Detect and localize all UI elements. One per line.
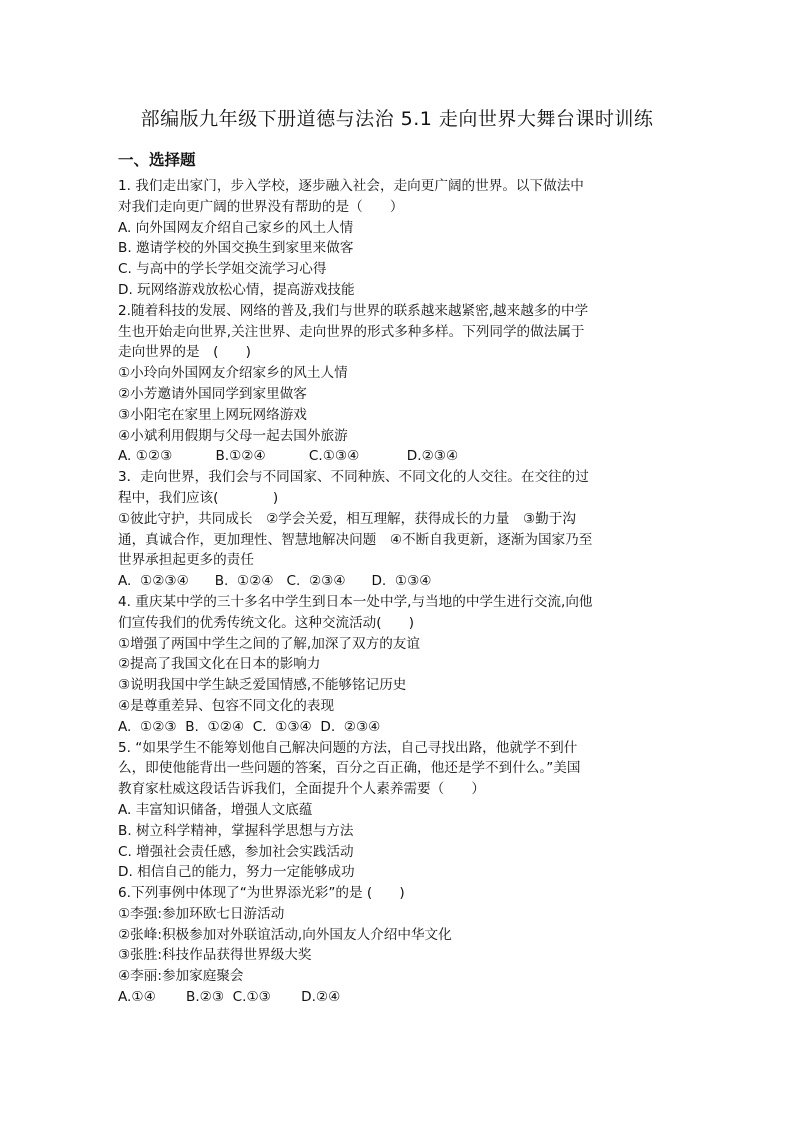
question-stem-line: 6.下列事例中体现了“为世界添光彩”的是 ( ) <box>118 885 405 902</box>
question-stem-line: 5. “如果学生不能筹划他自己解决问题的方法，自己寻找出路，他就学不到什 <box>118 739 578 756</box>
answer-options-row: A.①④ B.②③ C.①③ D.②④ <box>118 989 341 1006</box>
statement-item: ④小斌利用假期与父母一起去国外旅游 <box>118 427 348 444</box>
question-4 <box>118 592 680 738</box>
question-list <box>118 176 680 1008</box>
question-stem-line: 程中，我们应该( ) <box>118 489 279 506</box>
statement-item: ③小阳宅在家里上网玩网络游戏 <box>118 406 307 423</box>
question-stem-line: 走向世界的是 ( ) <box>118 344 251 361</box>
question-stem-line: 4. 重庆某中学的三十多名中学生到日本一处中学,与当地的中学生进行交流,向他 <box>118 593 593 610</box>
answer-option: B. 邀请学校的外国交换生到家里来做客 <box>118 240 354 257</box>
question-stem-line: 生也开始走向世界,关注世界、走向世界的形式多种多样。下列同学的做法属于 <box>118 323 585 340</box>
statement-item: ③说明我国中学生缺乏爱国情感,不能够铭记历史 <box>118 677 407 694</box>
answer-option: B. 树立科学精神，掌握科学思想与方法 <box>118 822 354 839</box>
statement-item: ②小芳邀请外国同学到家里做客 <box>118 385 307 402</box>
statement-item: ④李丽:参加家庭聚会 <box>118 968 244 985</box>
answer-option: D. 相信自己的能力，努力一定能够成功 <box>118 864 355 881</box>
question-stem-line: 教育家杜威这段话告诉我们，全面提升个人素养需要（ ） <box>118 781 486 798</box>
statement-item: ①李强:参加环欧七日游活动 <box>118 905 285 922</box>
statement-item: 通，真诚合作，更加理性、智慧地解决问题 ④不断自我更新，逐渐为国家乃至 <box>118 531 593 548</box>
statement-item: 世界承担起更多的责任 <box>118 552 254 569</box>
statement-item: ②张峰:积极参加对外联谊活动,向外国友人介绍中华文化 <box>118 926 452 943</box>
question-3 <box>118 467 680 592</box>
document-title: 部编版九年级下册道德与法治 5.1 走向世界大舞台课时训练 <box>140 108 654 130</box>
question-stem-line: 们宣传我们的优秀传统文化。这种交流活动( ) <box>118 614 415 631</box>
answer-option: A. 丰富知识储备，增强人文底蕴 <box>118 801 313 818</box>
question-6 <box>118 883 680 1008</box>
answer-option: D. 玩网络游戏放松心情，提高游戏技能 <box>118 281 355 298</box>
statement-item: ①彼此守护，共同成长 ②学会关爱，相互理解，获得成长的力量 ③勤于沟 <box>118 510 576 527</box>
question-stem-line: 1. 我们走出家门，步入学校，逐步融入社会，走向更广阔的世界。以下做法中 <box>118 178 584 194</box>
answer-option: A. 向外国网友介绍自己家乡的风土人情 <box>118 219 354 236</box>
section-heading: 一、选择题 <box>118 151 196 169</box>
answer-options-row: A. ①②③ B. ①②④ C. ①③④ D. ②③④ <box>118 718 381 735</box>
question-5 <box>118 738 680 884</box>
answer-option: C. 增强社会责任感，参加社会实践活动 <box>118 843 354 860</box>
statement-item: ②提高了我国文化在日本的影响力 <box>118 656 321 673</box>
statement-item: ④是尊重差异、包容不同文化的表现 <box>118 697 335 714</box>
answer-option: C. 与高中的学长学姐交流学习心得 <box>118 261 327 278</box>
question-stem-line: 么，即使他能背出一些问题的答案，百分之百正确，他还是学不到什么。”美国 <box>118 760 581 777</box>
question-stem-line: 3．走向世界，我们会与不同国家、不同种族、不同文化的人交往。在交往的过 <box>118 469 589 486</box>
answer-options-row: A. ①②③④ B. ①②④ C. ②③④ D. ①③④ <box>118 573 432 590</box>
question-stem-line: 对我们走向更广阔的世界没有帮助的是（ ） <box>118 198 404 215</box>
statement-item: ①增强了两国中学生之间的了解,加深了双方的友谊 <box>118 635 420 652</box>
statement-item: ①小玲向外国网友介绍家乡的风土人情 <box>118 365 348 382</box>
question-stem-line: 2.随着科技的发展、网络的普及,我们与世界的联系越来越紧密,越来越多的中学 <box>118 302 589 319</box>
question-1 <box>118 176 680 301</box>
answer-options-row: A. ①②③ B.①②④ C.①③④ D.②③④ <box>118 448 459 465</box>
question-2 <box>118 301 680 467</box>
statement-item: ③张胜:科技作品获得世界级大奖 <box>118 947 312 964</box>
